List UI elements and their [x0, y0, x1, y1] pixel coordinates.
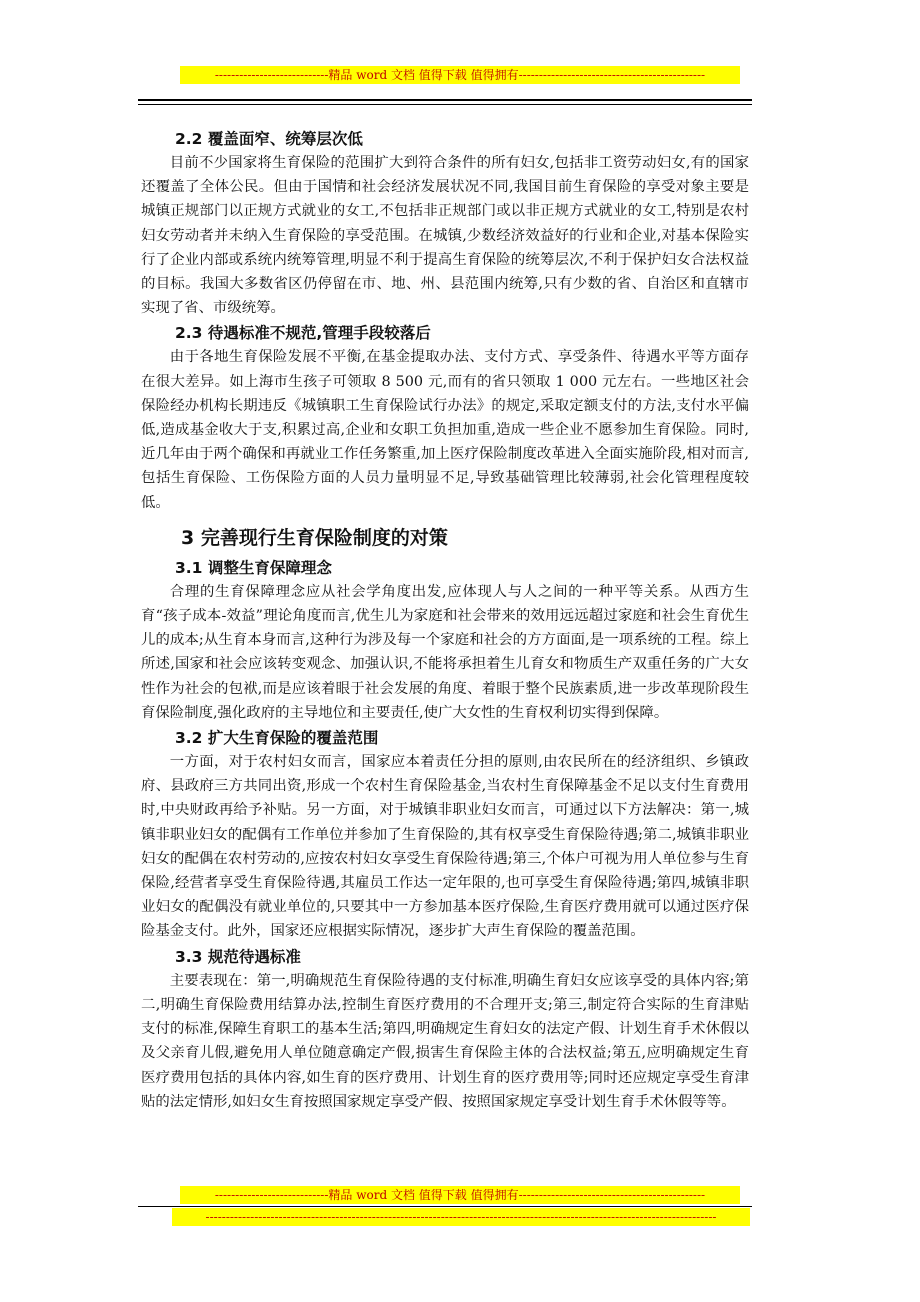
header-rule-thick [138, 99, 752, 101]
footer-rule [138, 1206, 752, 1207]
heading-3-2: 3.2 扩大生育保险的覆盖范围 [175, 729, 379, 748]
paragraph-2-2: 目前不少国家将生育保险的范围扩大到符合条件的所有妇女,包括非工资劳动妇女,有的国家还覆盖了全体公民。但由于国情和社会经济发展状况不同,我国目前生育保险的享受对象主要是城镇正规部门以正规方式就业的女工,不包括非正规部门或以非正规方式就业的女工,特别是农村妇女劳动者并未纳入生育保险的享受范围。在城镇,少数经济效益好的行业和企业,对基本保险实行了企业内部或系统内统筹管理,明显不利于提高生育保险的统筹层次,不利于保护妇女合法权益的目标。我国大多数省区仍停留在市、地、州、县范围内统筹,只有少数的省、自治区和直辖市实现了省、市级统筹。 [141, 155, 749, 317]
paragraph-2-3: 由于各地生育保险发展不平衡,在基金提取办法、支付方式、享受条件、待遇水平等方面存在很大差异。如上海市生孩子可领取 8 500 元,而有的省只领取 1 000 元左右。一些地区社会保险经办机构长期违反《城镇职工生育保险试行办法》的规定,采取定额支付的方法,支付水平偏低,造成基金收大于支,积累过高,企业和女职工负担加重,造成一些企业不愿参加生育保险。同时,近几年由于两个确保和再就业工作任务繁重,加上医疗保险制度改革进入全面实施阶段,相对而言,包括生育保险、工伤保险方面的人员力量明显不足,导致基础管理比较薄弱,社会化管理程度较低。 [141, 349, 749, 511]
footer-banner: ----------------------------精品 word 文档 值得下载 值得拥有---------------------------------------------- [180, 1186, 740, 1204]
paragraph-3-3: 主要表现在：第一,明确规范生育保险待遇的支付标准,明确生育妇女应该享受的具体内容;第二,明确生育保险费用结算办法,控制生育医疗费用的不合理开支;第三,制定符合实际的生育津贴支付的标准,保障生育职工的基本生活;第四,明确规定生育妇女的法定产假、计划生育手术休假以及父亲育儿假,避免用人单位随意确定产假,损害生育保险主体的合法权益;第五,应明确规定生育医疗费用包括的具体内容,如生育的医疗费用、计划生育的医疗费用等;同时还应规定享受生育津贴的法定情形,如妇女生育按照国家规定享受产假、按照国家规定享受计划生育手术休假等等。 [141, 972, 749, 1110]
heading-3-3: 3.3 规范待遇标准 [175, 947, 301, 966]
heading-3-1: 3.1 调整生育保障理念 [175, 558, 332, 577]
heading-2-2: 2.2 覆盖面窄、统筹层次低 [175, 130, 363, 148]
heading-3: 3 完善现行生育保险制度的对策 [181, 526, 448, 549]
document-body [141, 126, 749, 1114]
header-banner: ----------------------------精品 word 文档 值得下载 值得拥有---------------------------------------------- [180, 66, 740, 84]
paragraph-3-1: 合理的生育保障理念应从社会学角度出发,应体现人与人之间的一种平等关系。从西方生育“孩子成本-效益”理论角度而言,优生儿为家庭和社会带来的效用远远超过家庭和社会生育优生儿的成本;从生育本身而言,这种行为涉及每一个家庭和社会的方方面面,是一项系统的工程。综上所述,国家和社会应该转变观念、加强认识,不能将承担着生儿育女和物质生产双重任务的广大女性作为社会的包袱,而是应该着眼于社会发展的角度、着眼于整个民族素质,进一步改革现阶段生育保险制度,强化政府的主导地位和主要责任,使广大女性的生育权利切实得到保障。 [141, 583, 749, 721]
heading-2-3: 2.3 待遇标准不规范,管理手段较落后 [175, 324, 431, 343]
footer-banner-dashes: ------------------------------------------------------------------------------------------------------------------------------ [172, 1208, 750, 1226]
header-rule-thin [138, 104, 752, 105]
paragraph-3-2: 一方面，对于农村妇女而言，国家应本着责任分担的原则,由农民所在的经济组织、乡镇政府、县政府三方共同出资,形成一个农村生育保险基金,当农村生育保障基金不足以支付生育费用时,中央财政再给予补贴。另一方面，对于城镇非职业妇女而言，可通过以下方法解决：第一,城镇非职业妇女的配偶有工作单位并参加了生育保险的,其有权享受生育保险待遇;第二,城镇非职业妇女的配偶在农村劳动的,应按农村妇女享受生育保险待遇;第三,个体户可视为用人单位参与生育保险,经营者享受生育保险待遇,其雇员工作达一定年限的,也可享受生育保险待遇;第四,城镇非职业妇女的配偶没有就业单位的,只要其中一方参加基本医疗保险,生育医疗费用就可以通过医疗保险基金支付。此外，国家还应根据实际情况，逐步扩大声生育保险的覆盖范围。 [141, 754, 749, 940]
